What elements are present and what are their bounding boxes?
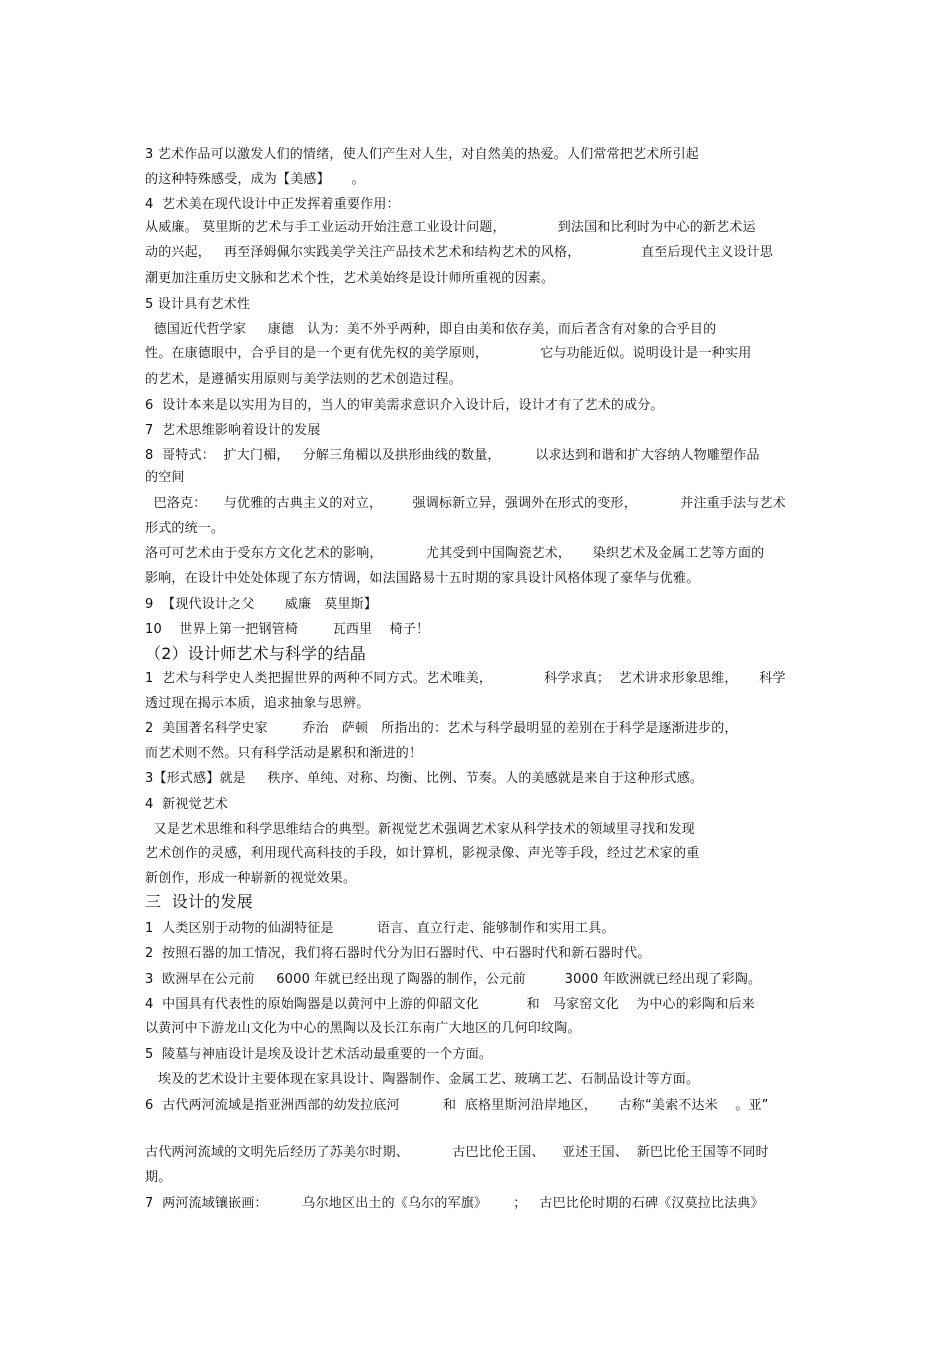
text-line: 1 人类区别于动物的仙湖特征是 语言、直立行走、能够制作和实用工具。 [145,921,615,936]
text-line: 2 按照石器的加工情况，我们将石器时代分为旧石器时代、中石器时代和新石器时代。 [145,946,651,961]
text-line: 7 两河流域镶嵌画： 乌尔地区出土的《乌尔的军旗》 ； 古巴比伦时期的石碑《汉莫拉比法典》 [145,1196,764,1211]
text-line: 从威廉。 莫里斯的艺术与手工业运动开始注意工业设计问题， 到法国和比利时为中心的新艺术运 [145,220,756,235]
text-line: 4 艺术美在现代设计中正发挥着重要作用： [145,197,400,212]
text-line: 9 【现代设计之父 威廉 莫里斯】 [145,597,378,612]
text-line: 透过现在揭示本质，追求抽象与思辨。 [145,696,370,711]
text-line: 而艺术则不然。只有科学活动是累积和渐进的！ [145,746,423,761]
text-line: 巴洛克： 与优雅的古典主义的对立， 强调标新立异，强调外在形式的变形， 并注重手法与艺术 [145,496,786,511]
text-line: 古代两河流域的文明先后经历了苏美尔时期、 古巴比伦王国、 亚述王国、 新巴比伦王国等不同时 [145,1145,769,1160]
text-line: 的艺术，是遵循实用原则与美学法则的艺术创造过程。 [145,372,462,387]
text-line: 3 艺术作品可以激发人们的情绪，使人们产生对人生，对自然美的热爱。人们常常把艺术所引起 [145,147,700,162]
text-line: 3【形式感】就是 秩序、单纯、对称、均衡、比例、节奏。人的美感就是来自于这种形式感。 [145,771,704,786]
section-heading: 三 设计的发展 [145,892,253,911]
text-line: 洛可可艺术由于受东方文化艺术的影响， 尤其受到中国陶瓷艺术， 染织艺术及金属工艺等方面的 [145,546,765,561]
text-line: 的这种特殊感受，成为【美感】 。 [145,172,365,187]
text-line: 1 艺术与科学史人类把握世界的两种不同方式。艺术唯美， 科学求真； 艺术讲求形象思维， 科学 [145,671,786,686]
text-line: 形式的统一。 [145,521,225,536]
text-line: 2 美国著名科学史家 乔治 萨顿 所指出的：艺术与科学最明显的差别在于科学是逐渐进步的， [145,721,738,736]
text-line: 4 新视觉艺术 [145,797,229,812]
text-line: 埃及的艺术设计主要体现在家具设计、陶器制作、金属工艺、玻璃工艺、石制品设计等方面。 [145,1072,700,1087]
text-line: 新创作，形成一种崭新的视觉效果。 [145,871,357,886]
text-line: 动的兴起， 再至泽姆佩尔实践美学关注产品技术艺术和结构艺术的风格， 直至后现代主义设计思 [145,245,774,260]
text-line: 的空间 [145,470,185,485]
text-line: 期。 [145,1170,172,1185]
text-line: 德国近代哲学家 康德 认为：美不外乎两种，即自由美和依存美，而后者含有对象的合乎目的 [145,322,717,337]
text-line: 5 陵墓与神庙设计是埃及设计艺术活动最重要的一个方面。 [145,1047,493,1062]
text-line: 6 设计本来是以实用为目的，当人的审美需求意识介入设计后，设计才有了艺术的成分。 [145,398,664,413]
text-line: 3 欧洲早在公元前 6000 年就已经出现了陶器的制作，公元前 3000 年欧洲就已经出现了彩陶。 [145,972,762,987]
text-line: 5 设计具有艺术性 [145,297,251,312]
text-line: 又是艺术思维和科学思维结合的典型。新视觉艺术强调艺术家从科学技术的领域里寻找和发现 [145,822,695,837]
text-line: 艺术创作的灵感，利用现代高科技的手段，如计算机，影视录像、声光等手段，经过艺术家的重 [145,846,700,861]
text-line: 影响，在设计中处处体现了东方情调，如法国路易十五时期的家具设计风格体现了豪华与优雅。 [145,571,700,586]
text-line: 6 古代两河流域是指亚洲西部的幼发拉底河 和 底格里斯河沿岸地区， 古称“美索不达米 。亚” [145,1098,769,1113]
text-line: 潮更加注重历史文脉和艺术个性，艺术美始终是设计师所重视的因素。 [145,271,555,286]
text-line: 以黄河中下游龙山文化为中心的黑陶以及长江东南广大地区的几何印纹陶。 [145,1021,581,1036]
text-line: 10 世界上第一把钢管椅 瓦西里 椅子！ [145,622,430,637]
text-line: 7 艺术思维影响着设计的发展 [145,423,321,438]
text-line: 4 中国具有代表性的原始陶器是以黄河中上游的仰韶文化 和 马家窑文化 为中心的彩陶和后来 [145,997,755,1012]
section-heading: （2）设计师艺术与科学的结晶 [145,644,366,663]
text-line: 8 哥特式： 扩大门楣， 分解三角楣以及拱形曲线的数量， 以求达到和谐和扩大容纳人物雕塑作品 [145,448,760,463]
text-line: 性。在康德眼中，合乎目的是一个更有优先权的美学原则， 它与功能近似。说明设计是一种实用 [145,346,752,361]
